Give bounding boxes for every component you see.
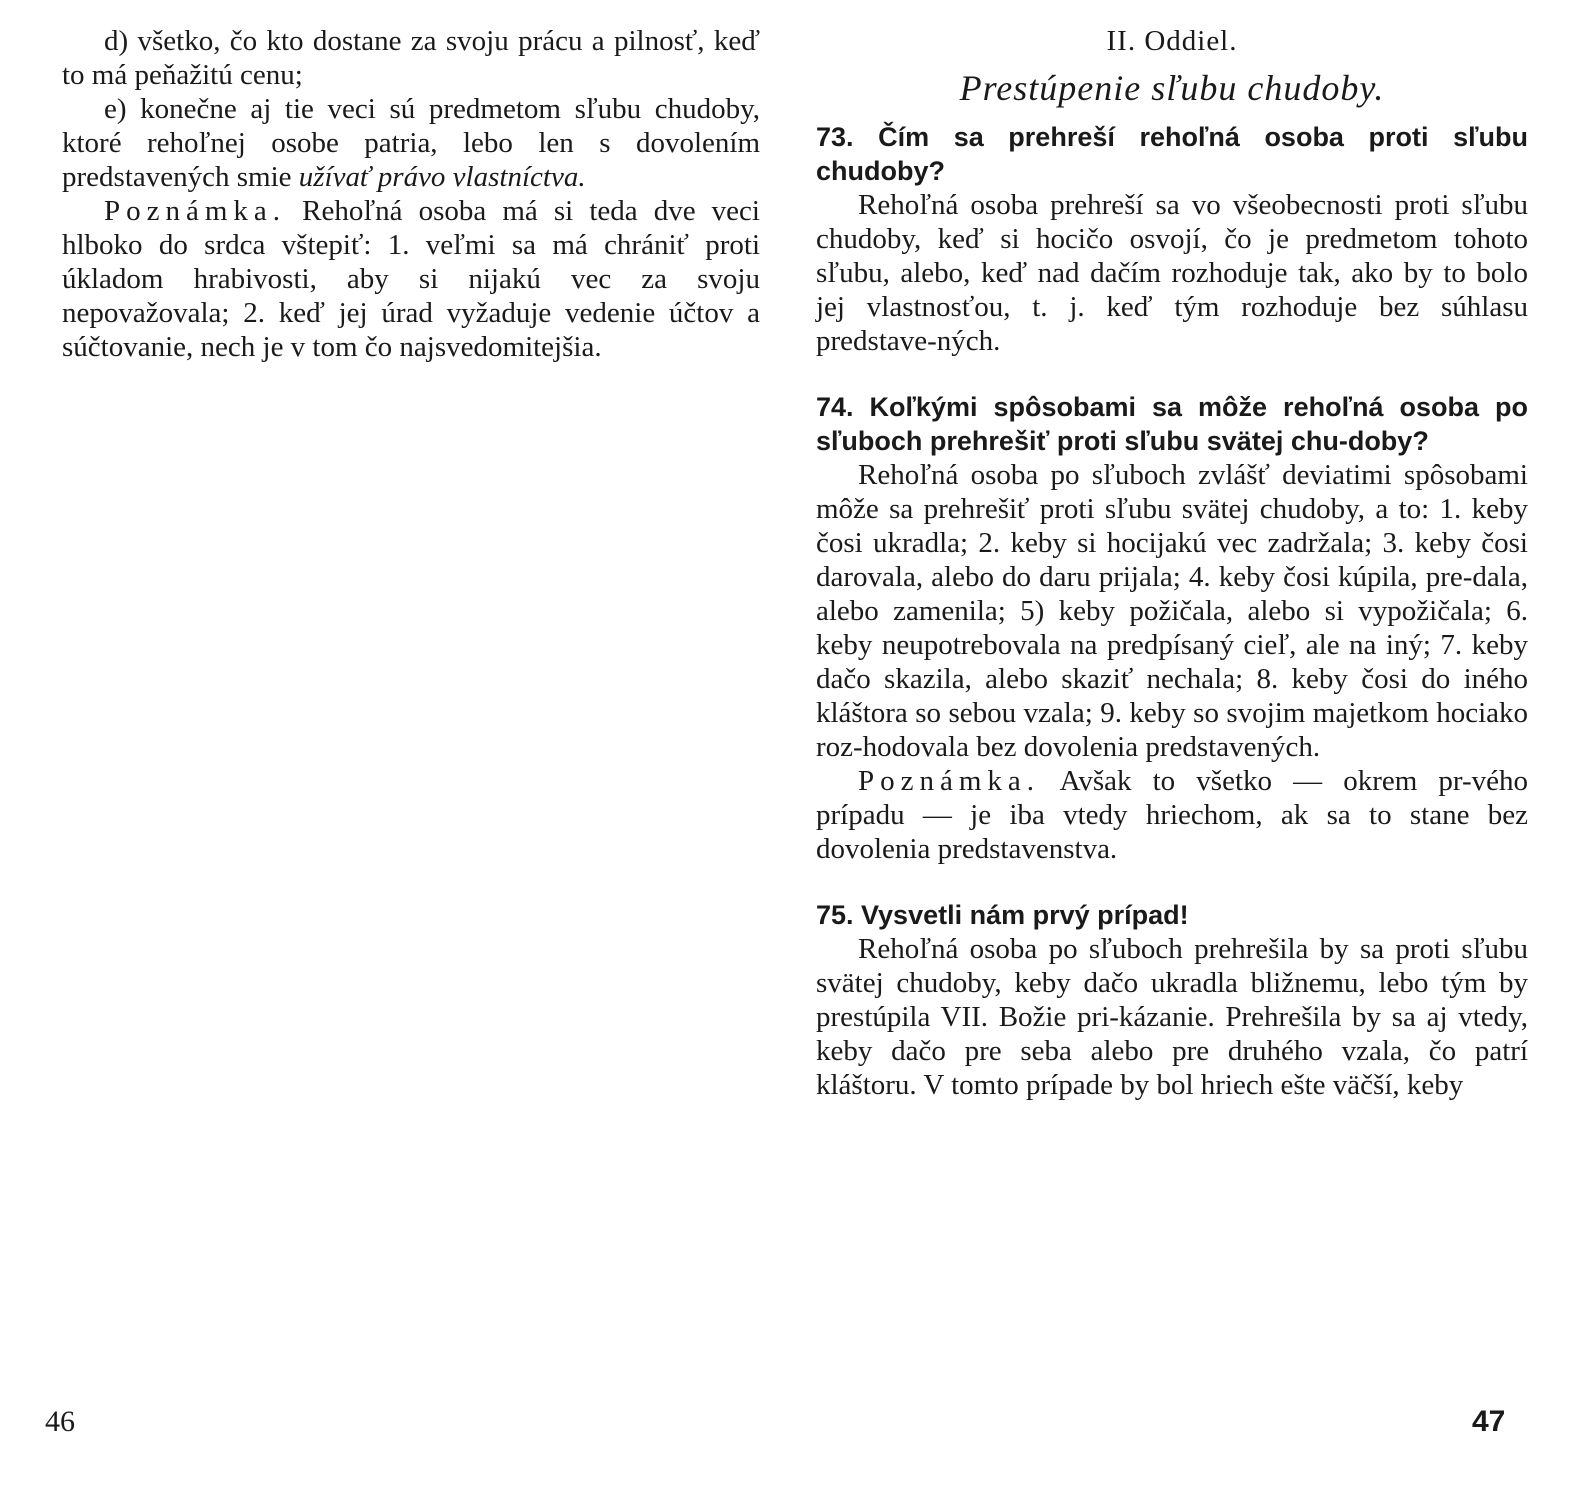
note-text-74: Avšak to všetko — okrem pr-vého prípadu — je iba vtedy hriechom, ak sa to stane bez dovolenia predstavenstva. <box>816 765 1528 865</box>
right-page <box>789 0 1578 1500</box>
question-block-73 <box>816 120 1528 358</box>
answer-74: Rehoľná osoba po sľuboch zvlášť deviatimi spôsobami môže sa prehrešiť proti sľubu svätej chudoby, a to: 1. keby čosi ukradla; 2. keby si hocijakú vec zadržala; 3. keby čosi darovala, alebo do daru prijala; 4. keby čosi kúpila, pre-dala, alebo zamenila; 5) keby požičala, alebo si vypožičala; 6. keby neupotrebovala na predpísaný cieľ, ale na iný; 7. keby dačo skazila, alebo skaziť nechala; 8. keby čosi do iného kláštora so sebou vzala; 9. keby so svojim majetkom hociako roz-hodovala bez dovolenia predstavených. <box>816 459 1528 763</box>
answer-75: Rehoľná osoba po sľuboch prehrešila by sa proti sľubu svätej chudoby, keby dačo ukradla bližnemu, lebo tým by prestúpila VII. Božie pri-kázanie. Prehrešila by sa aj vtedy, keby dačo pre seba alebo pre druhého vzala, čo patrí kláštoru. V tomto prípade by bol hriech ešte väčší, keby <box>816 933 1528 1101</box>
question-block-74 <box>816 390 1528 866</box>
section-title: II. Oddiel. <box>1106 25 1238 57</box>
section-subtitle: Prestúpenie sľubu chudoby. <box>959 68 1385 108</box>
note-paragraph-74 <box>816 764 1528 866</box>
note-label-74: Poznámka. <box>858 765 1041 797</box>
question-74: 74. Koľkými spôsobami sa môže rehoľná osoba po sľuboch prehrešiť proti sľubu svätej chu-doby? <box>816 392 1528 456</box>
answer-73: Rehoľná osoba prehreší sa vo všeobecnosti proti sľubu chudoby, keď si hocičo osvojí, čo je predmetom tohoto sľubu, alebo, keď nad dačím rozhoduje tak, ako by to bolo jej vlastnosťou, t. j. keď tým rozhoduje bez súhlasu predstave-ných. <box>816 189 1528 357</box>
list-item-e-emphasis: užívať právo vlastníctva. <box>298 161 586 193</box>
page-number-right: 47 <box>1472 1405 1506 1438</box>
question-73: 73. Čím sa prehreší rehoľná osoba proti sľubu chudoby? <box>816 122 1528 186</box>
left-text-column <box>62 24 760 364</box>
note-text: Rehoľná osoba má si teda dve veci hlboko do srdca vštepiť: 1. veľmi sa má chrániť proti úkladom hrabivosti, aby si nijakú vec za svoju nepovažovala; 2. keď jej úrad vyžaduje vedenie účtov a súčtovanie, nech je v tom čo najsvedomitejšia. <box>62 195 760 363</box>
question-75: 75. Vysvetli nám prvý prípad! <box>816 900 1189 930</box>
right-text-column <box>816 24 1528 1102</box>
list-item-e-text: e) konečne aj tie veci sú predmetom sľubu chudoby, ktoré rehoľnej osobe patria, lebo len s dovolením predstavených smie <box>62 93 760 193</box>
question-block-75 <box>816 898 1528 1102</box>
page-number-left: 46 <box>45 1405 75 1438</box>
list-item-d: d) všetko, čo kto dostane za svoju prácu a pilnosť, keď to má peňažitú cenu; <box>62 25 760 91</box>
note-label: Poznámka. <box>104 195 287 227</box>
note-paragraph <box>62 194 760 364</box>
list-item-e <box>62 92 760 194</box>
